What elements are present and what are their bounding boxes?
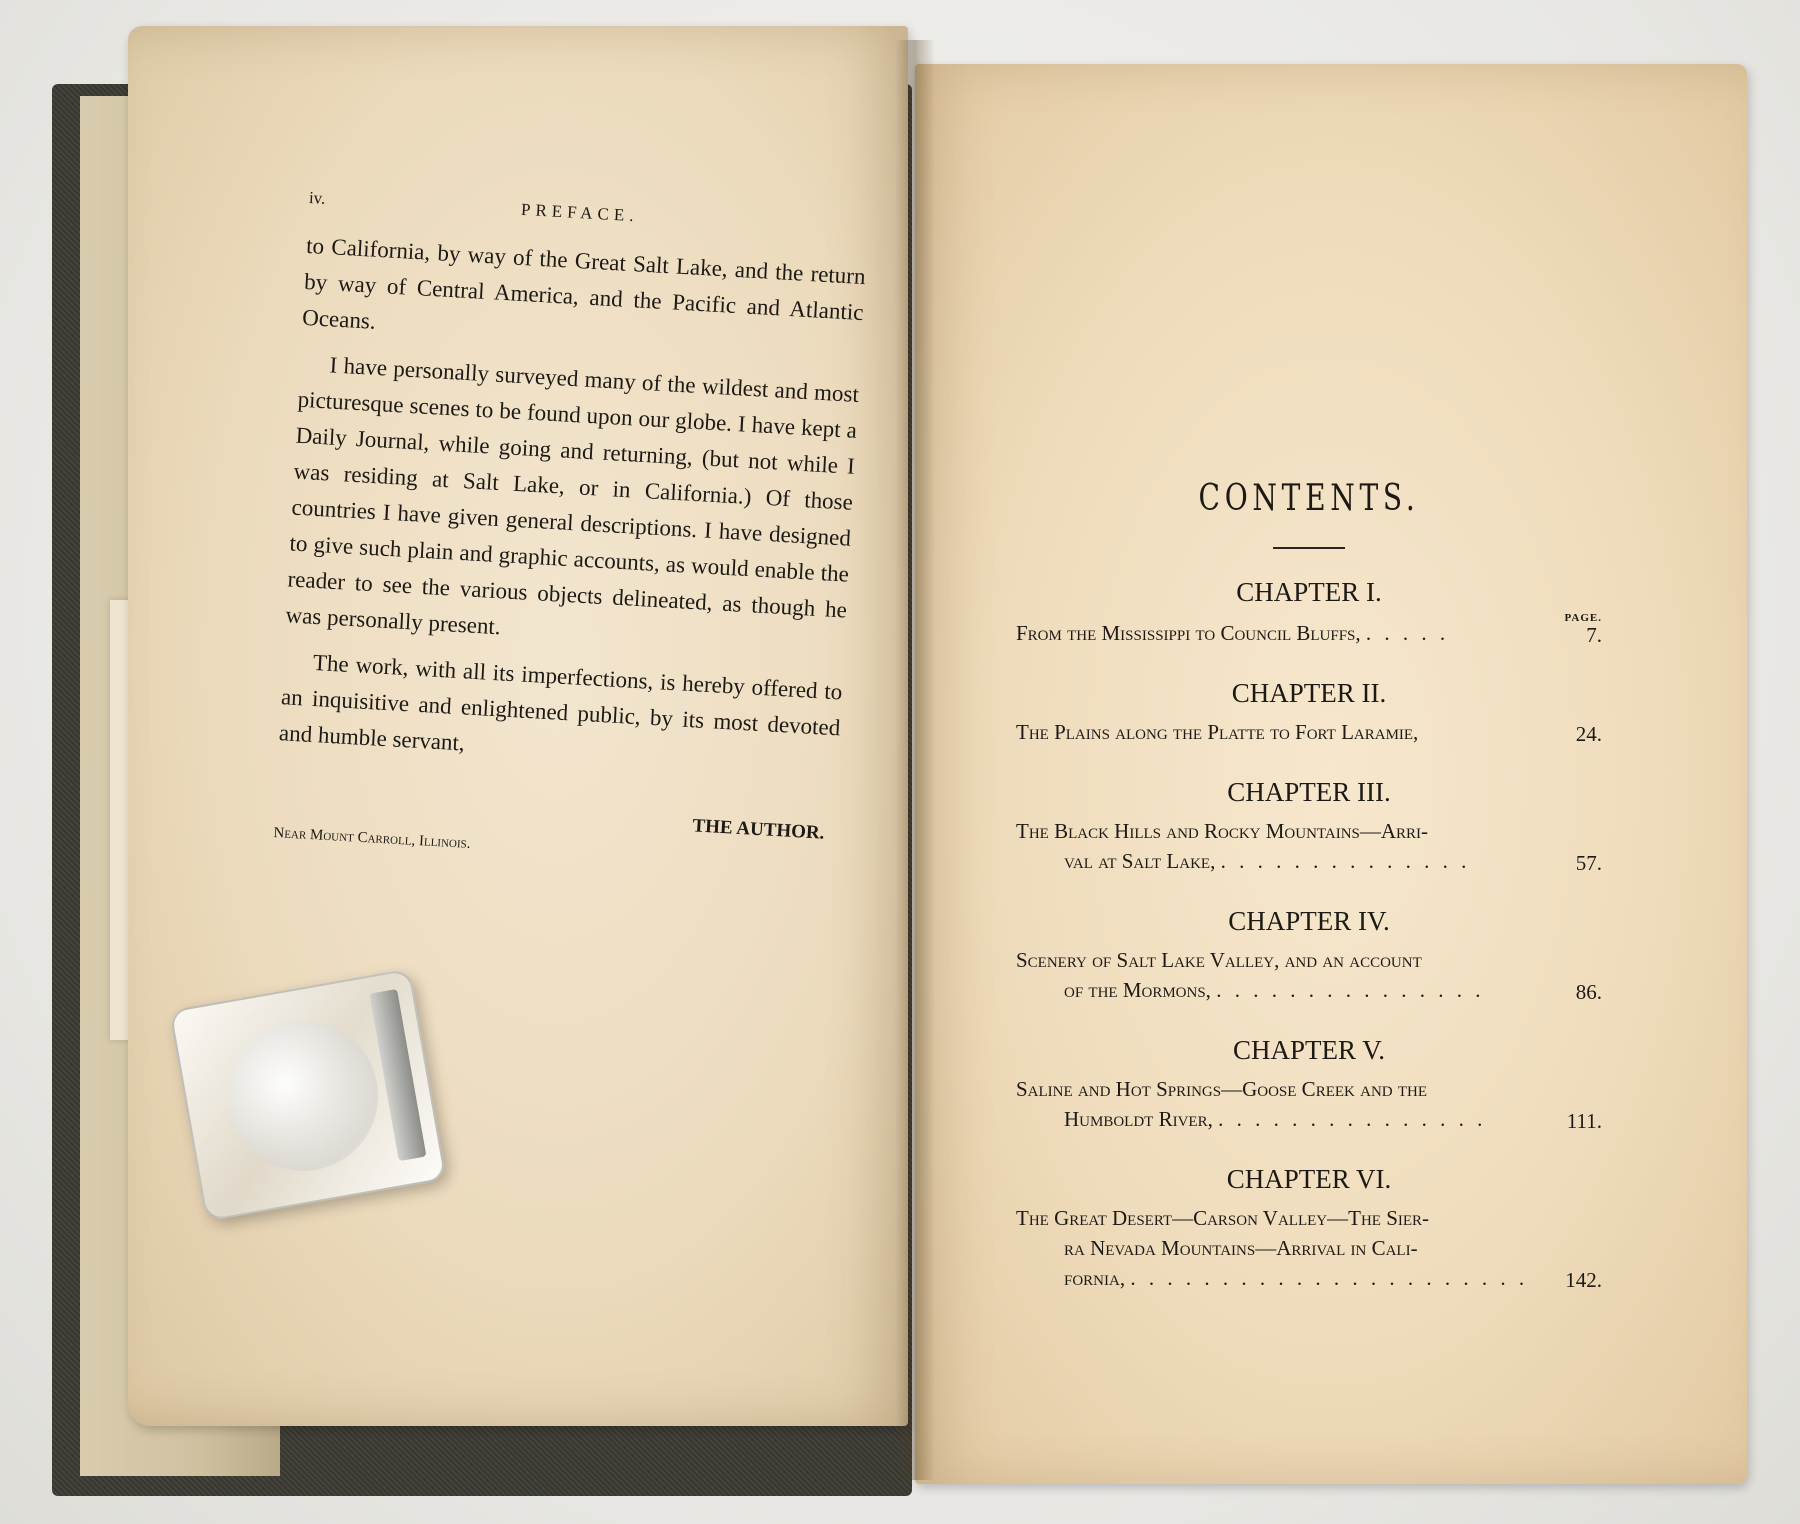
chapter-title: CHAPTER I. [1236,577,1382,607]
toc-entry-text: Saline and Hot Springs—Goose Creek and the Humboldt River, . . . . . . . . . . . . . . . [1016,1077,1487,1131]
author-location: Near Mount Carroll, Illinois. [273,824,471,852]
running-head-title: PREFACE. [520,199,640,226]
glass-paperweight [169,968,446,1221]
page-column-label: PAGE. [1564,612,1602,624]
preface-paragraph: I have personally surveyed many of the wildest and most picturesque scenes to be found upon our globe. I have kept a Daily Journal, while going and returning, (but not while I was residing at Salt Lake, or in California.) Of those countries I have given general descriptions. I have designed to give such plain and graphic accounts, as would enable the reader to see the various objects delineated, as though he was personally present. [284,352,860,640]
preface-paragraph: The work, with all its imperfections, is hereby offered to an inquisitive and enlightened public, by its most devoted and humble servant, [278,649,843,756]
contents-block [1016,478,1602,1323]
toc-page-number: 86. [1575,980,1602,1004]
toc-page-number: 57. [1575,851,1602,875]
toc-page-number: 7. [1586,623,1602,647]
page-number: iv. [308,187,326,208]
chapter-title: CHAPTER II. [1231,678,1387,708]
toc-entry-text: The Great Desert—Carson Valley—The Sier- ra Nevada Mountains—Arrival in Cali- fornia, . . . . . . . . . . . . . . . . . . . . . . [1016,1206,1529,1290]
toc-page-number: 24. [1575,722,1602,746]
toc-entry [1016,717,1602,747]
chapter-title: CHAPTER III. [1227,777,1391,807]
toc-page-number: 111. [1566,1109,1602,1133]
heading-rule [1273,547,1345,549]
toc-entry-text: The Black Hills and Rocky Mountains—Arri- val at Salt Lake, . . . . . . . . . . . . . . [1016,819,1471,873]
toc-entry [1016,945,1602,1005]
toc-entry [1016,1074,1602,1134]
preface-paragraph: to California, by way of the Great Salt Lake, and the return by way of Central America, and the Pacific and Atlantic Oceans. [301,232,867,334]
toc-entry [1016,816,1602,876]
paperweight-dome [216,1009,390,1183]
contents-heading: CONTENTS. [1198,478,1420,519]
toc-entry-text: Scenery of Salt Lake Valley, and an account of the Mormons, . . . . . . . . . . . . . . . [1016,948,1485,1002]
chapter-title: CHAPTER VI. [1226,1164,1392,1194]
paperweight-edge [369,989,426,1161]
preface-text-block [272,180,869,882]
toc-entry-text: The Plains along the Platte to Fort Laramie, [1016,720,1419,744]
chapter-title: CHAPTER IV. [1228,906,1390,936]
toc-entry [1016,618,1602,648]
book-gutter [895,40,935,1480]
chapter-title: CHAPTER V. [1232,1035,1386,1065]
author-signature: THE AUTHOR. [691,815,825,844]
toc-entry-text: From the Mississippi to Council Bluffs, . . . . . [1016,621,1450,645]
toc-entry [1016,1203,1602,1293]
toc-page-number: 142. [1565,1268,1602,1292]
